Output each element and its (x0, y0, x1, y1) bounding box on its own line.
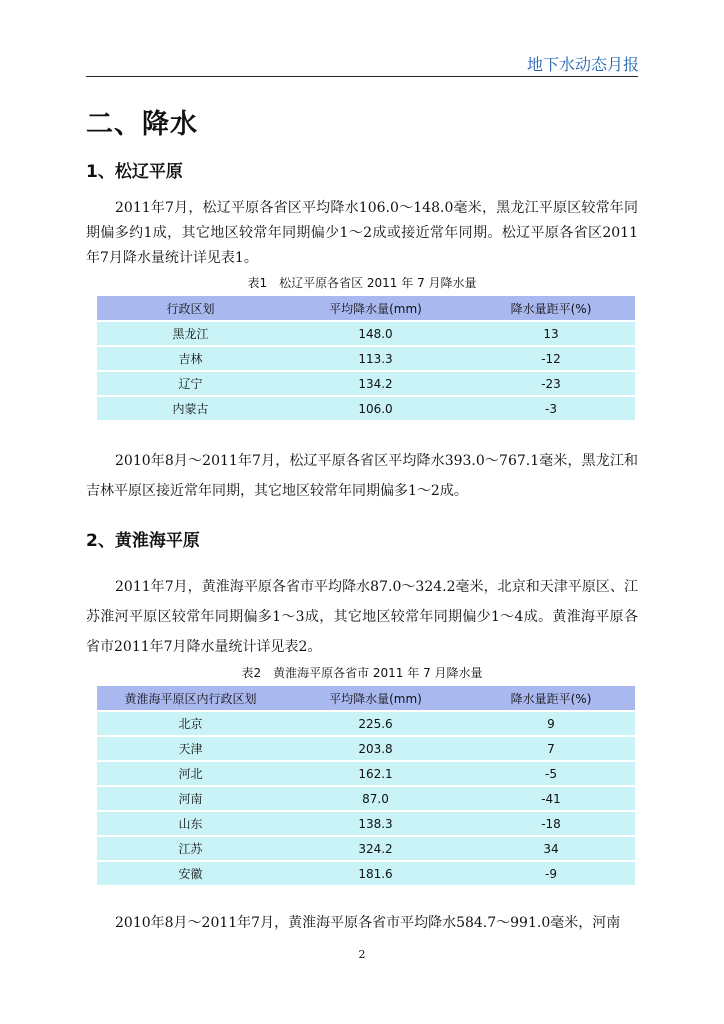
table2-caption: 表2 黄淮海平原各省市 2011 年 7 月降水量 (241, 666, 483, 680)
header-rule (86, 76, 638, 77)
table-cell: 辽宁 (97, 371, 284, 396)
table-cell: 13 (467, 321, 635, 346)
table-cell: 内蒙古 (97, 396, 284, 421)
table-row (97, 736, 635, 761)
table-cell: 106.0 (284, 396, 467, 421)
huanghuaihai-paragraph-2: 2010年8月～2011年7月，黄淮海平原各省市平均降水584.7～991.0毫米，河南 (115, 915, 621, 931)
table-row (97, 321, 635, 346)
table-header-row (97, 686, 635, 711)
songliao-heading: 1、松辽平原 (86, 162, 183, 182)
table-cell: 7 (467, 736, 635, 761)
huanghuaihai-paragraph-1: 2011年7月，黄淮海平原各省市平均降水87.0～324.2毫米，北京和天津平原区、江苏淮河平原区较常年同期偏多1～3成，其它地区较常年同期偏少1～4成。黄淮海平原各省市2011年7月降水量统计详见表2。 (86, 579, 638, 655)
table-cell: -41 (467, 786, 635, 811)
column-header: 降水量距平(%) (467, 686, 635, 711)
songliao-paragraph-2: 2010年8月～2011年7月，松辽平原各省区平均降水393.0～767.1毫米，黑龙江和吉林平原区接近常年同期，其它地区较常年同期偏多1～2成。 (86, 453, 638, 499)
table-cell: 34 (467, 836, 635, 861)
table-cell: 162.1 (284, 761, 467, 786)
table-cell: 134.2 (284, 371, 467, 396)
table-cell: -23 (467, 371, 635, 396)
table-row (97, 761, 635, 786)
table-row (97, 396, 635, 421)
table-header-row (97, 296, 635, 321)
table-cell: -5 (467, 761, 635, 786)
column-header: 黄淮海平原区内行政区划 (97, 686, 284, 711)
table-cell: 吉林 (97, 346, 284, 371)
column-header: 平均降水量(mm) (284, 686, 467, 711)
page-number: 2 (358, 948, 366, 961)
table-cell: 黑龙江 (97, 321, 284, 346)
table-cell: 181.6 (284, 861, 467, 886)
table-cell: 山东 (97, 811, 284, 836)
table-cell: -3 (467, 396, 635, 421)
table-cell: 安徽 (97, 861, 284, 886)
table-cell: 138.3 (284, 811, 467, 836)
table-cell: 225.6 (284, 711, 467, 736)
table-cell: 北京 (97, 711, 284, 736)
table-row (97, 811, 635, 836)
table-cell: 天津 (97, 736, 284, 761)
table1 (97, 296, 635, 422)
table-cell: 148.0 (284, 321, 467, 346)
table-cell: -18 (467, 811, 635, 836)
table-cell: 9 (467, 711, 635, 736)
table-row (97, 346, 635, 371)
table-cell: -9 (467, 861, 635, 886)
table-row (97, 786, 635, 811)
page-header-title: 地下水动态月报 (526, 55, 639, 74)
table-cell: -12 (467, 346, 635, 371)
table-cell: 324.2 (284, 836, 467, 861)
table-cell: 河北 (97, 761, 284, 786)
table1-caption: 表1 松辽平原各省区 2011 年 7 月降水量 (247, 276, 477, 290)
column-header: 平均降水量(mm) (284, 296, 467, 321)
table-row (97, 836, 635, 861)
section-heading: 二、降水 (86, 109, 198, 140)
table-cell: 113.3 (284, 346, 467, 371)
huanghuaihai-heading: 2、黄淮海平原 (86, 531, 200, 551)
column-header: 降水量距平(%) (467, 296, 635, 321)
songliao-paragraph-1: 2011年7月，松辽平原各省区平均降水106.0～148.0毫米，黑龙江平原区较常年同期偏多约1成，其它地区较常年同期偏少1～2成或接近常年同期。松辽平原各省区2011年7月降水量统计详见表1。 (86, 200, 638, 266)
table-row (97, 711, 635, 736)
table-cell: 87.0 (284, 786, 467, 811)
table-row (97, 371, 635, 396)
table2 (97, 686, 635, 887)
table-row (97, 861, 635, 886)
table-cell: 河南 (97, 786, 284, 811)
column-header: 行政区划 (97, 296, 284, 321)
table-cell: 江苏 (97, 836, 284, 861)
table-cell: 203.8 (284, 736, 467, 761)
